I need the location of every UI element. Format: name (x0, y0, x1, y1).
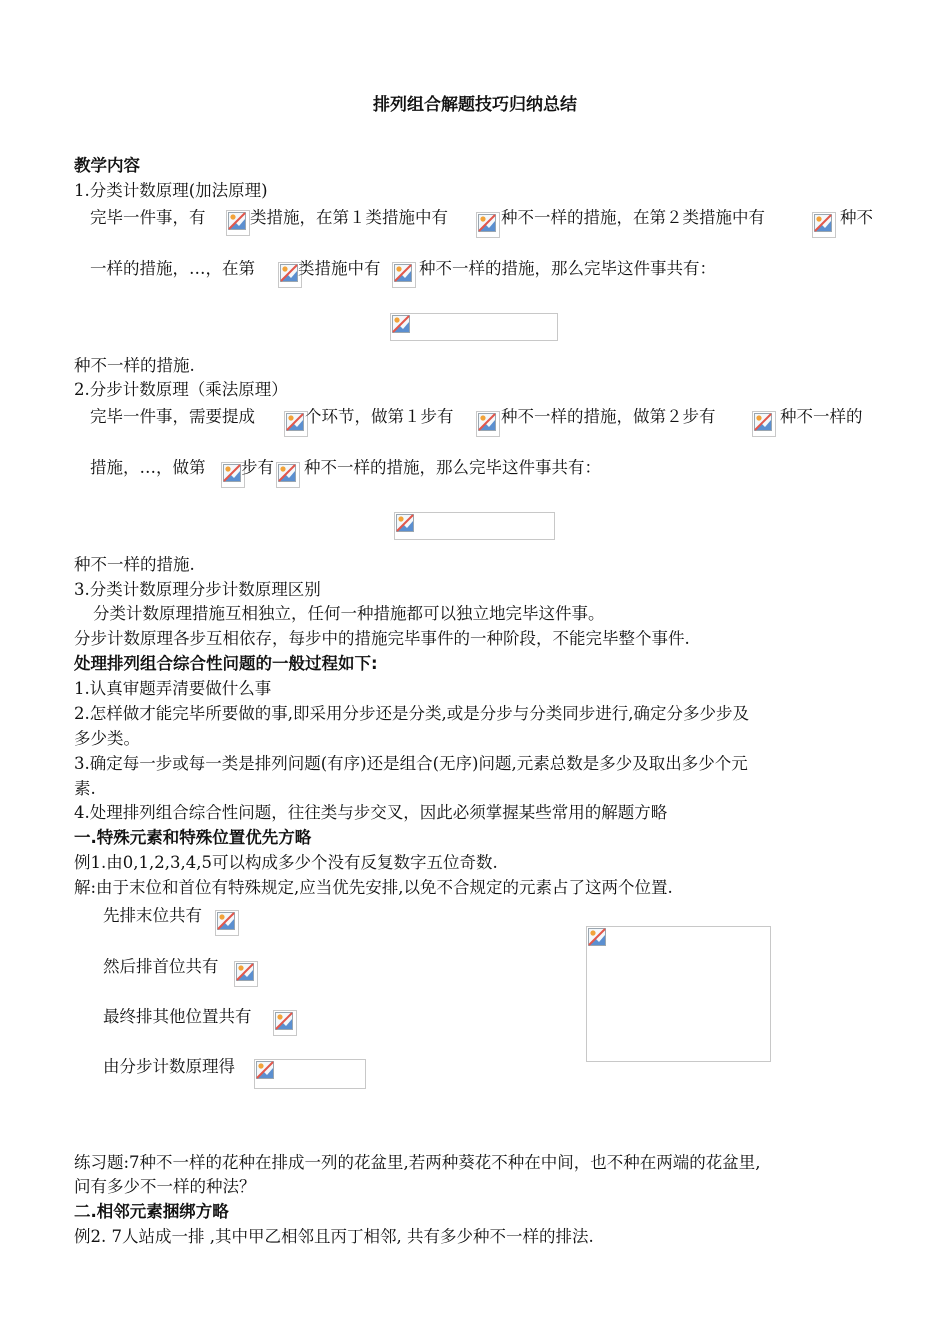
broken-image-icon (256, 1061, 274, 1079)
principle-1-heading: 1.分类计数原理(加法原理) (74, 181, 268, 200)
broken-image-icon (275, 1012, 293, 1030)
step-item-continued: 多少类。 (74, 729, 140, 748)
formula-image (276, 462, 300, 488)
text-line: 种不 (840, 208, 873, 227)
solution-step: 先排末位共有 (103, 906, 202, 925)
broken-image-icon (588, 928, 606, 946)
step-item: 1.认真审题弄清要做什么事 (74, 679, 272, 698)
step-item: 3.确定每一步或每一类是排列问题(有序)还是组合(无序)问题,元素总数是多少及取出多少个元 (74, 754, 748, 773)
broken-image-icon (236, 963, 254, 981)
text-line: 个环节，做第１步有 (305, 407, 454, 426)
text-line: 步有 (241, 458, 274, 477)
formula-image-sum (390, 313, 558, 341)
broken-image-icon (754, 413, 772, 431)
formula-image-product (394, 512, 555, 540)
text-line: 种不一样的措施，那么完毕这件事共有： (304, 458, 601, 477)
text-line: 完毕一件事，有 (90, 208, 206, 227)
formula-image (226, 210, 250, 236)
section-1-heading: 一.特殊元素和特殊位置优先方略 (74, 828, 312, 847)
broken-image-icon (394, 264, 412, 282)
text-line: 完毕一件事，需要提成 (90, 407, 255, 426)
formula-image (392, 262, 416, 288)
formula-image (273, 1010, 297, 1036)
formula-image (752, 411, 776, 437)
broken-image-icon (478, 214, 496, 232)
solution-step: 然后排首位共有 (103, 957, 219, 976)
illustration-image (586, 926, 771, 1062)
example-1: 例1.由0,1,2,3,4,5可以构成多少个没有反复数字五位奇数. (74, 853, 498, 872)
formula-image (215, 910, 239, 936)
step-item: 2.怎样做才能完毕所要做的事,即采用分步还是分类,或是分步与分类同步进行,确定分多少步及 (74, 704, 749, 723)
practice-problem-continued: 问有多少不一样的种法？ (74, 1177, 256, 1196)
heading-teaching-content: 教学内容 (74, 156, 140, 175)
formula-image (234, 961, 258, 987)
formula-image (476, 212, 500, 238)
practice-problem: 练习题:7种不一样的花种在排成一列的花盆里,若两种葵花不种在中间，也不种在两端的花盆里, (74, 1153, 761, 1172)
solution-step: 由分步计数原理得 (103, 1057, 235, 1076)
text-line: 种不一样的措施. (74, 356, 195, 375)
step-item: 4.处理排列组合综合性问题，往往类与步交叉，因此必须掌握某些常用的解题方略 (74, 803, 668, 822)
page-title: 排列组合解题技巧归纳总结 (373, 95, 577, 115)
process-heading: 处理排列组合综合性问题的一般过程如下: (74, 654, 378, 673)
text-line: 种不一样的措施，那么完毕这件事共有： (419, 259, 716, 278)
text-line: 类措施，在第１类措施中有 (250, 208, 448, 227)
text-line: 种不一样的措施. (74, 555, 195, 574)
section-2-heading: 二.相邻元素捆绑方略 (74, 1202, 229, 1221)
text-line: 措施，…，做第 (90, 458, 206, 477)
example-2: 例2. 7人站成一排 ,其中甲乙相邻且丙丁相邻, 共有多少种不一样的排法. (74, 1227, 594, 1246)
text-line: 分类计数原理措施互相独立，任何一种措施都可以独立地完毕这件事。 (93, 604, 605, 623)
principle-2-heading: 2.分步计数原理（乘法原理） (74, 380, 288, 399)
text-line: 类措施中有 (298, 259, 381, 278)
broken-image-icon (223, 464, 241, 482)
broken-image-icon (392, 315, 410, 333)
solution-1: 解:由于末位和首位有特殊规定,应当优先安排,以免不合规定的元素占了这两个位置. (74, 878, 673, 897)
broken-image-icon (286, 413, 304, 431)
broken-image-icon (814, 214, 832, 232)
broken-image-icon (396, 514, 414, 532)
step-item-continued: 素. (74, 779, 96, 798)
formula-image (812, 212, 836, 238)
broken-image-icon (278, 464, 296, 482)
broken-image-icon (478, 413, 496, 431)
solution-step: 最终排其他位置共有 (103, 1007, 252, 1026)
formula-image (476, 411, 500, 437)
principle-3-heading: 3.分类计数原理分步计数原理区别 (74, 580, 321, 599)
broken-image-icon (217, 912, 235, 930)
broken-image-icon (280, 264, 298, 282)
text-line: 种不一样的措施，做第２步有 (501, 407, 716, 426)
formula-image-result (254, 1059, 366, 1089)
broken-image-icon (228, 212, 246, 230)
text-line: 种不一样的措施，在第２类措施中有 (501, 208, 765, 227)
text-line: 种不一样的 (780, 407, 863, 426)
text-line: 一样的措施，…，在第 (90, 259, 255, 278)
text-line: 分步计数原理各步互相依存，每步中的措施完毕事件的一种阶段，不能完毕整个事件. (74, 629, 690, 648)
